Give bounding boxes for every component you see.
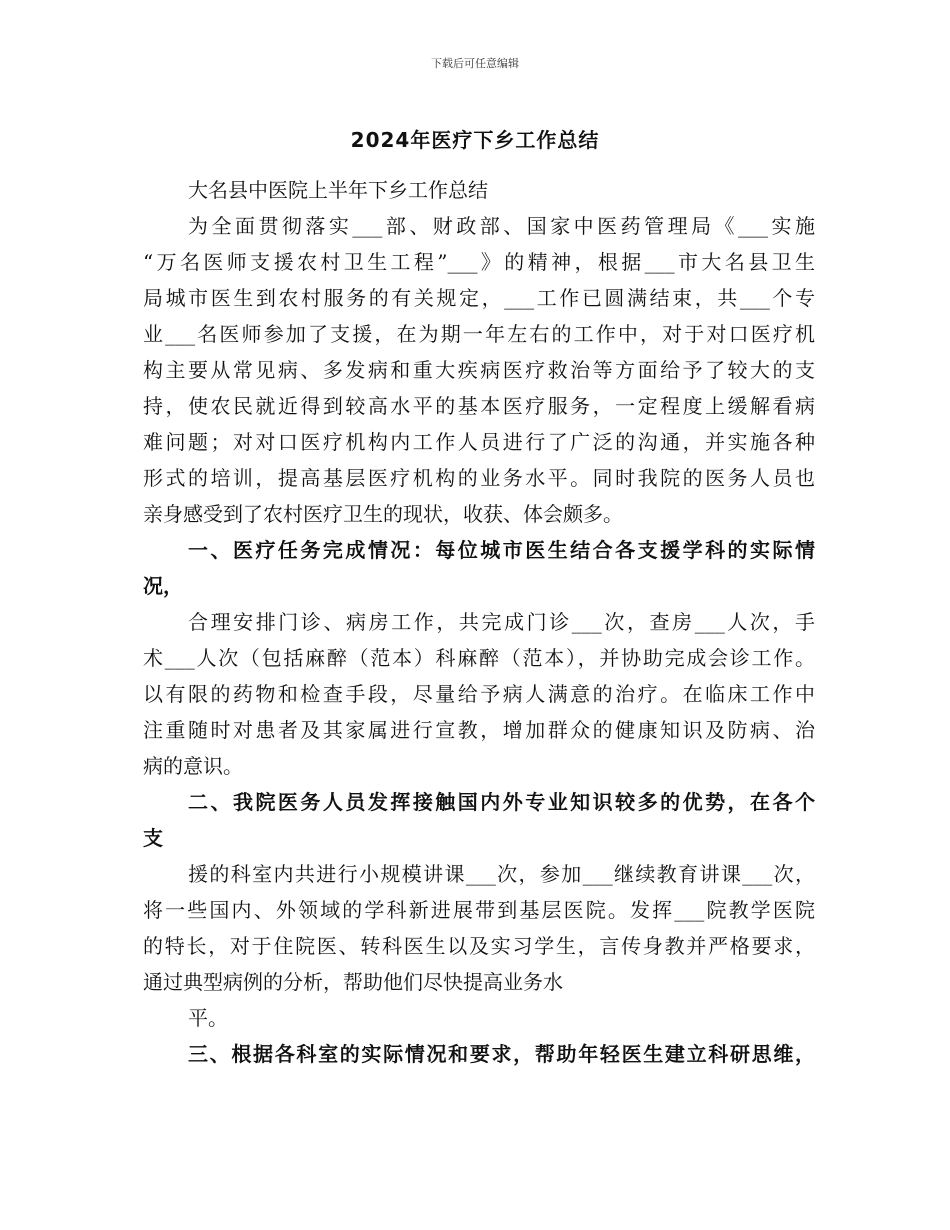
- section-heading-2-cont: 支: [143, 826, 163, 850]
- paragraph-line: 援的科室内共进行小规模讲课___次，参加___继续教育讲课___次，: [188, 862, 815, 886]
- paragraph-line: 合理安排门诊、病房工作，共完成门诊___次，查房___人次，手: [188, 610, 815, 634]
- paragraph-line: “万名医师支援农村卫生工程”___》的精神，根据___市大名县卫生: [143, 250, 815, 274]
- document-body: [143, 172, 815, 1072]
- paragraph-line: 持，使农民就近得到较高水平的基本医疗服务，一定程度上缓解看病: [143, 394, 815, 418]
- paragraph-line: 术___人次（包括麻醉（范本）科麻醉（范本），并协助完成会诊工作。: [143, 646, 815, 670]
- paragraph-line: 平。: [188, 1006, 228, 1030]
- section-heading-2: 二、我院医务人员发挥接触国内外专业知识较多的优势，在各个: [188, 790, 815, 814]
- document-title: 2024年医疗下乡工作总结: [350, 128, 600, 152]
- paragraph-line: 业___名医师参加了支援，在为期一年左右的工作中，对于对口医疗机: [143, 322, 815, 346]
- paragraph-line: 局城市医生到农村服务的有关规定，___工作已圆满结束，共___个专: [143, 286, 815, 310]
- header-note: 下载后可任意编辑: [431, 57, 519, 70]
- paragraph-line: 将一些国内、外领域的学科新进展带到基层医院。发挥___院教学医院: [143, 898, 815, 922]
- paragraph-line: 的特长，对于住院医、转科医生以及实习学生，言传身教并严格要求，: [143, 934, 815, 958]
- paragraph-line: 病的意识。: [143, 754, 243, 778]
- paragraph-line: 以有限的药物和检查手段，尽量给予病人满意的治疗。在临床工作中: [143, 682, 815, 706]
- paragraph-line: 为全面贯彻落实___部、财政部、国家中医药管理局《___实施: [188, 214, 815, 238]
- subtitle-line: 大名县中医院上半年下乡工作总结: [188, 178, 488, 202]
- section-heading-1: 一、医疗任务完成情况：每位城市医生结合各支援学科的实际情: [188, 538, 815, 562]
- paragraph-line: 注重随时对患者及其家属进行宣教，增加群众的健康知识及防病、治: [143, 718, 815, 742]
- section-heading-1-cont: 况，: [143, 574, 183, 598]
- paragraph-line: 亲身感受到了农村医疗卫生的现状，收获、体会颇多。: [143, 502, 623, 526]
- paragraph-line: 构主要从常见病、多发病和重大疾病医疗救治等方面给予了较大的支: [143, 358, 815, 382]
- paragraph-line: 难问题；对对口医疗机构内工作人员进行了广泛的沟通，并实施各种: [143, 430, 815, 454]
- paragraph-line: 通过典型病例的分析，帮助他们尽快提高业务水: [143, 970, 563, 994]
- paragraph-line: 形式的培训，提高基层医疗机构的业务水平。同时我院的医务人员也: [143, 466, 815, 490]
- section-heading-3: 三、根据各科室的实际情况和要求，帮助年轻医生建立科研思维，: [188, 1042, 815, 1066]
